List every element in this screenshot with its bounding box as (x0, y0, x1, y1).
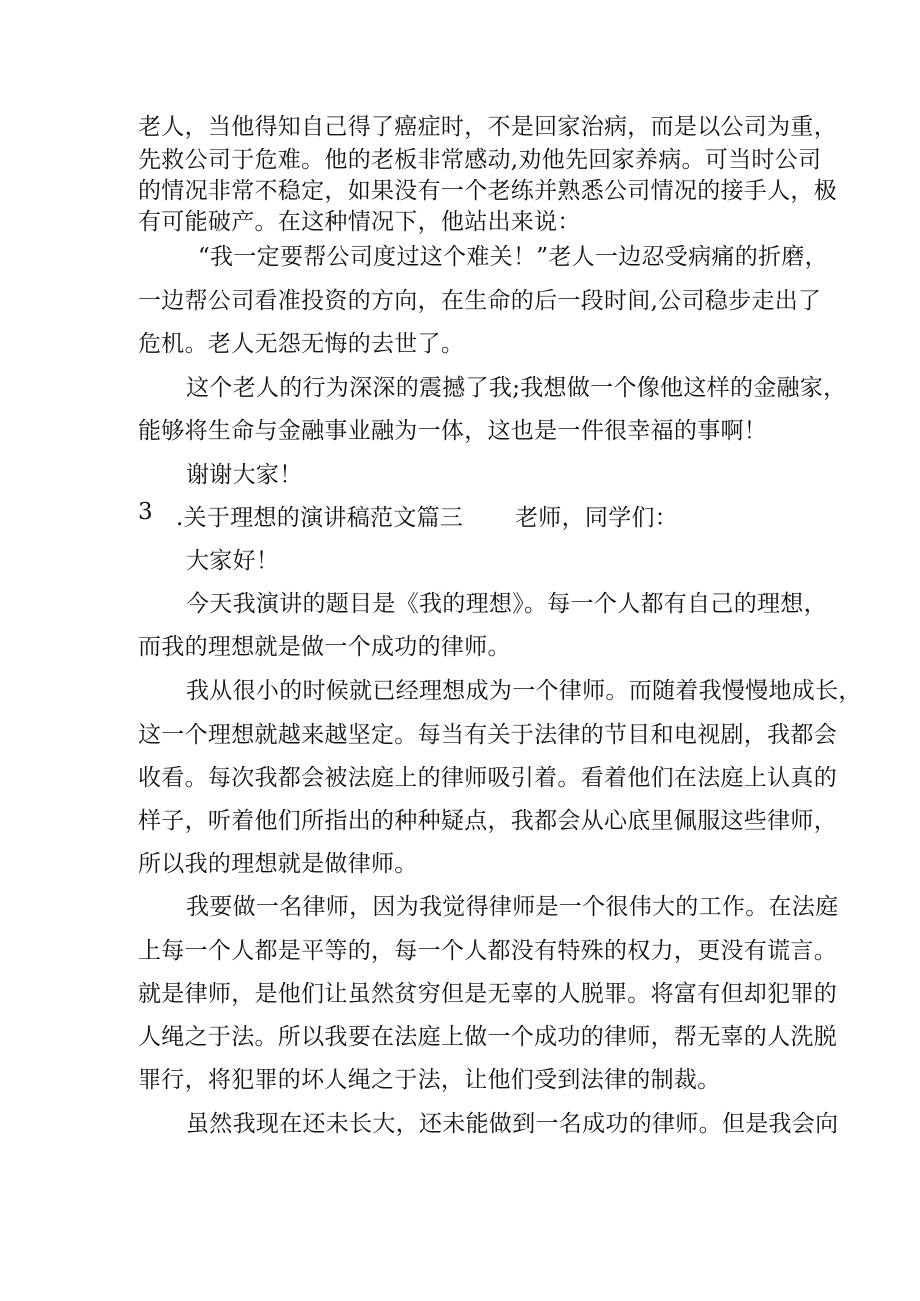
greeting-line: 大家好！ (186, 548, 280, 574)
closing-line: 谢谢大家！ (186, 462, 303, 488)
text-line: 所以我的理想就是做律师。 (138, 851, 418, 877)
text-line: 样子，听着他们所指出的种种疑点，我都会从心底里佩服这些律师， (138, 808, 837, 834)
text-line: 罪行，将犯罪的坏人绳之于法，让他们受到法律的制裁。 (138, 1067, 721, 1093)
text-line: 能够将生命与金融事业融为一体，这也是一件很幸福的事啊！ (138, 418, 768, 444)
paragraph-start-line: 虽然我现在还未长大，还未能做到一名成功的律师。但是我会向 (186, 1111, 839, 1137)
paragraph-start-line: 我要做一名律师，因为我觉得律师是一个很伟大的工作。在法庭 (186, 894, 839, 920)
text-line: 就是律师，是他们让虽然贫穷但是无辜的人脱罪。将富有但却犯罪的 (138, 981, 837, 1007)
text-line: 这一个理想就越来越坚定。每当有关于法律的节目和电视剧，我都会 (138, 722, 837, 748)
text-line: 上每一个人都是平等的，每一个人都没有特殊的权力，更没有谎言。 (138, 938, 837, 964)
paragraph-start-line: 这个老人的行为深深的震撼了我;我想做一个像他这样的金融家， (186, 375, 847, 401)
section-title: .关于理想的演讲稿范文篇三 (176, 505, 464, 531)
paragraph-start-line: 今天我演讲的题目是《我的理想》。每一个人都有自己的理想， (186, 591, 827, 617)
section-greeting: 老师，同学们： (515, 505, 679, 531)
text-line: 一边帮公司看准投资的方向，在生命的后一段时间,公司稳步走出了 (138, 288, 822, 314)
text-line: 而我的理想就是做一个成功的律师。 (138, 634, 511, 660)
text-line: 危机。老人无怨无悔的去世了。 (138, 331, 465, 357)
paragraph-start-line: 我从很小的时候就已经理想成为一个律师。而随着我慢慢地成长， (186, 678, 862, 704)
quote-line: “我一定要帮公司度过这个难关！”老人一边忍受病痛的折磨， (198, 244, 828, 270)
text-line: 有可能破产。在这种情况下，他站出来说： (138, 209, 581, 235)
text-line: 的情况非常不稳定，如果没有一个老练并熟悉公司情况的接手人，极 (138, 178, 837, 204)
text-line: 收看。每次我都会被法庭上的律师吸引着。看着他们在法庭上认真的 (138, 765, 837, 791)
text-line: 老人，当他得知自己得了癌症时，不是回家治病，而是以公司为重， (138, 114, 837, 140)
text-line: 先救公司于危难。他的老板非常感动,劝他先回家养病。可当时公司 (138, 147, 822, 173)
section-number: 3 (138, 499, 153, 525)
text-line: 人绳之于法。所以我要在法庭上做一个成功的律师，帮无辜的人洗脱 (138, 1024, 837, 1050)
